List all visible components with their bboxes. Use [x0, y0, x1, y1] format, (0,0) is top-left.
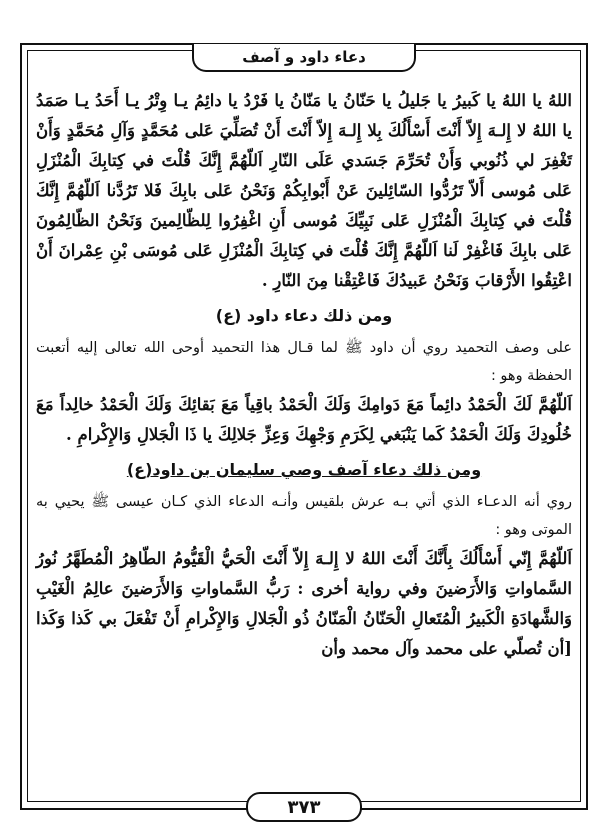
dua-paragraph-2: اَللّهُمَّ لَكَ الْحَمْدُ دائِماً مَعَ دَوامِكَ وَلَكَ الْحَمْدُ باقِياً مَعَ بَقائِكَ وَلَكَ الْحَمْدُ خالِداً مَعَ خُلُودِكَ وَلَكَ الْحَمْدُ كَما يَنْبَغي لِكَرَمِ وَجْهِكَ وَعِزِّ جَلالِكَ يا ذَا الْجَلالِ وَالإِكْرامِ . — [36, 395, 572, 444]
dua-paragraph-3: اَللّهُمَّ إِنّي أَسْأَلُكَ بِأَنَّكَ أَنْتَ اللهُ لا إِلـهَ إِلاّ أَنْتَ الْحَيُّ الْقَيُّومُ الطّاهِرُ الْمُطَهَّرُ نُورُ السَّماواتِ وَالأَرَضينَ وفي رواية أخرى : رَبُّ السَّماواتِ وَالأَرَضينَ عالِمُ الْغَيْبِ وَالشَّهادَةِ الْكَبيرُ الْمُتَعالِ الْحَنّانُ الْمَنّانُ ذُو الْجَلالِ وَالإِكْرامِ أَنْ تَفْعَلَ بي كَذا وَكَذا [أن تُصلّي على محمد وآل محمد وأن — [36, 549, 572, 658]
narration-paragraph-1: على وصف التحميد روي أن داود ﷺ لما قـال هذا التحميد أوحى الله تعالى إليه أتعبت الحفظة وهو : — [36, 340, 572, 384]
section-heading-dawud: ومن ذلك دعاء داود (ع) — [215, 306, 393, 325]
dua-paragraph-1: اللهُ يا اللهُ يا كَبيرُ يا جَليلُ يا حَنّانُ يا مَنّانُ يا فَرْدُ يا دائِمُ يـا وِتْرُ يـا أَحَدُ يـا صَمَدُ يا اللهُ لا إِلـهَ إِلاّ أَنْتَ أَسْأَلُكَ بِلا إِلـهَ إِلاّ أَنْتَ أَنْ تُصَلِّيَ عَلى مُحَمَّدٍ وَآلِ مُحَمَّدٍ وَأَنْ تَغْفِرَ لي ذُنُوبي وَأَنْ تُحَرِّمَ جَسَدي عَلَى النّارِ اَللّهُمَّ إِنَّكَ قُلْتَ في كِتابِكَ الْمُنْزَلِ عَلى مُوسى أَلاّ تَرُدُّوا السّائِلينَ عَنْ أَبْوابِكُمْ وَنَحْنُ عَلى بابِكَ فَلا تَرُدَّنا اَللّهُمَّ إِنَّكَ قُلْتَ في كِتابِكَ الْمُنْزَلِ عَلى نَبِيِّكَ مُوسى أَنِ اغْفِرُوا لِلظّالِمينَ وَنَحْنُ الظّالِمُونَ عَلى بابِكَ فَاغْفِرْ لَنا اَللّهُمَّ إِنَّكَ قُلْتَ في كِتابِكَ الْمُنْزَلِ عَلى مُوسَى بْنِ عِمْرانَ أَنْ اعْتِقُوا الأَرْقابَ وَنَحْنُ عَبيدُكَ فَاعْتِقْنا مِنَ النّارِ . — [36, 91, 572, 290]
narration-paragraph-2: روي أنه الدعـاء الذي أتي بـه عرش بلقيس وأنـه الدعاء الذي كـان عيسى ﷺ يحيي به الموتى وهو : — [36, 494, 572, 538]
running-header — [192, 44, 416, 72]
page-body — [36, 86, 572, 786]
page-number: ٣٧٣ — [287, 796, 321, 818]
running-header-title: دعاء داود و آصف — [242, 48, 366, 66]
page-number-badge — [246, 792, 362, 822]
section-heading-asif: ومن ذلك دعاء آصف وصي سليمان بن داود(ع) — [126, 460, 482, 479]
